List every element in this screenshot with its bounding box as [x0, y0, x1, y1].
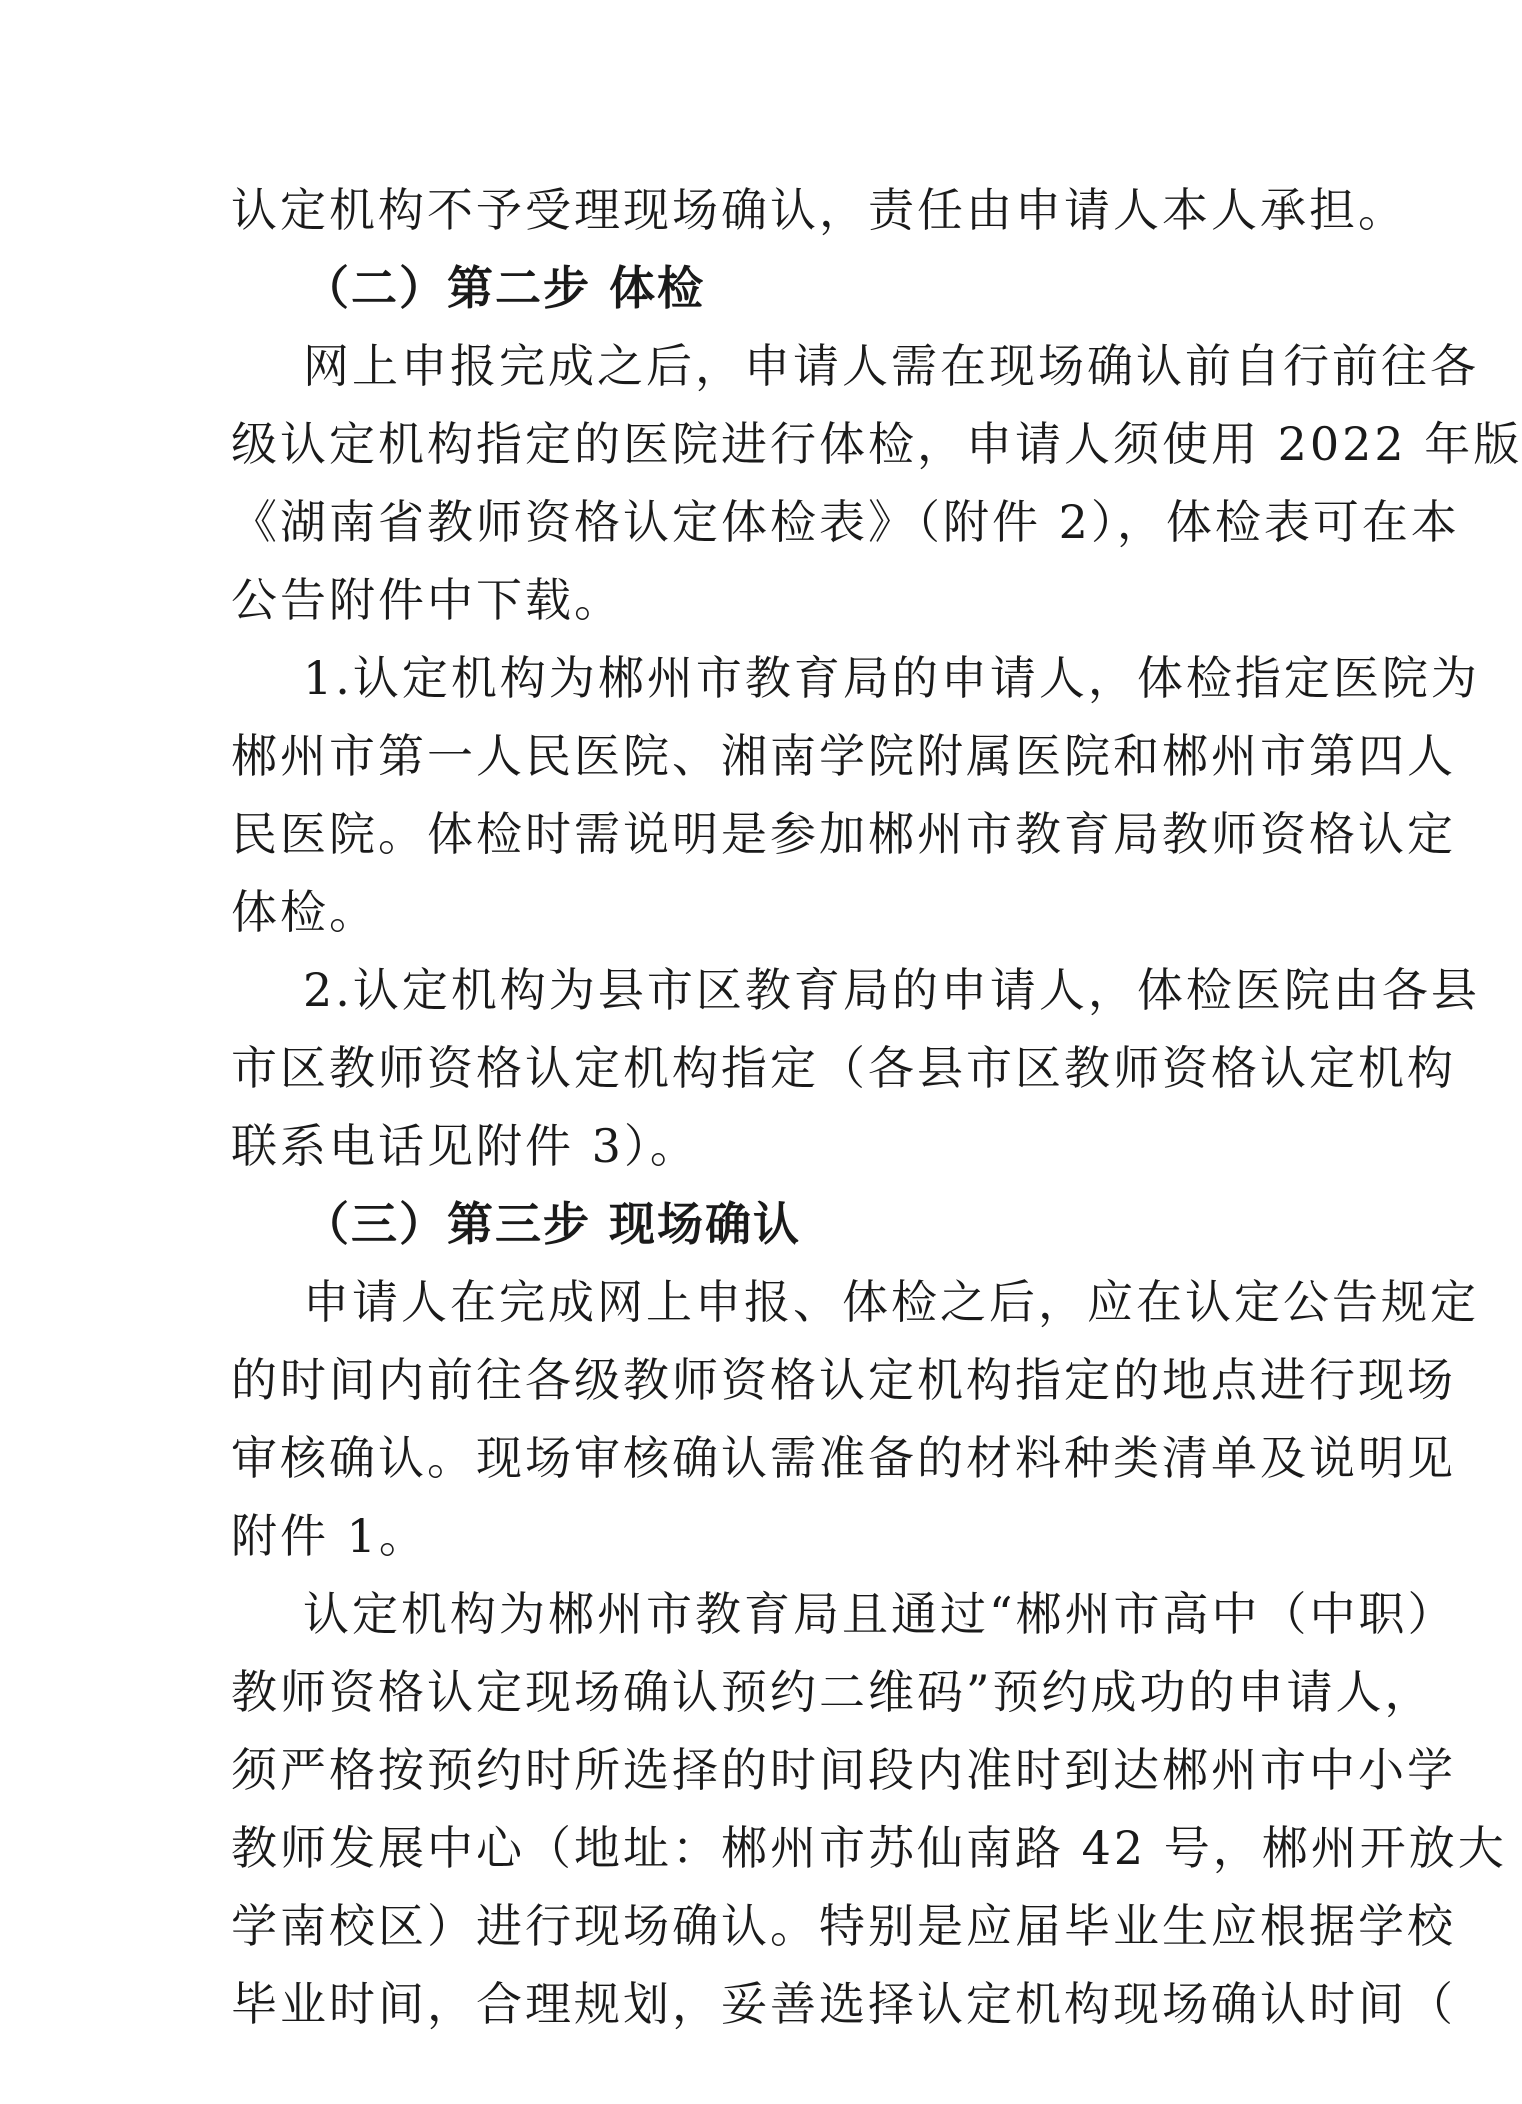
text-line: 附件 1。	[231, 1509, 428, 1563]
text-line: 网上申报完成之后，申请人需在现场确认前自行前往各	[303, 339, 1479, 393]
text-line: 市区教师资格认定机构指定（各县市区教师资格认定机构	[231, 1041, 1456, 1095]
text-line: 申请人在完成网上申报、体检之后，应在认定公告规定	[303, 1275, 1479, 1329]
text-line: 审核确认。现场审核确认需准备的材料种类清单及说明见	[231, 1431, 1456, 1485]
text-line: 体检。	[231, 885, 378, 939]
text-line: 2.认定机构为县市区教育局的申请人，体检医院由各县	[303, 963, 1480, 1017]
text-line: 民医院。体检时需说明是参加郴州市教育局教师资格认定	[231, 807, 1456, 861]
text-line: 须严格按预约时所选择的时间段内准时到达郴州市中小学	[231, 1743, 1456, 1797]
text-line: 的时间内前往各级教师资格认定机构指定的地点进行现场	[231, 1353, 1456, 1407]
text-line: 认定机构不予受理现场确认，责任由申请人本人承担。	[231, 183, 1407, 237]
text-line: 公告附件中下载。	[231, 573, 623, 627]
text-line: 毕业时间，合理规划，妥善选择认定机构现场确认时间（	[231, 1977, 1456, 2031]
text-line: 教师资格认定现场确认预约二维码”预约成功的申请人，	[231, 1665, 1434, 1719]
text-line: 《湖南省教师资格认定体检表》（附件 2），体检表可在本	[231, 495, 1460, 549]
text-line: 联系电话见附件 3）。	[231, 1119, 699, 1173]
text-line: 教师发展中心（地址：郴州市苏仙南路 42 号，郴州开放大	[231, 1821, 1507, 1875]
text-line: 级认定机构指定的医院进行体检，申请人须使用 2022 年版	[231, 417, 1522, 471]
text-line: 学南校区）进行现场确认。特别是应届毕业生应根据学校	[231, 1899, 1456, 1953]
text-line: 认定机构为郴州市教育局且通过“郴州市高中（中职）	[303, 1587, 1457, 1641]
text-line: 郴州市第一人民医院、湘南学院附属医院和郴州市第四人	[231, 729, 1456, 783]
section-heading-onsite-confirmation: （三）第三步 现场确认	[303, 1197, 802, 1251]
section-heading-physical-exam: （二）第二步 体检	[303, 261, 706, 315]
text-line: 1.认定机构为郴州市教育局的申请人，体检指定医院为	[303, 651, 1480, 705]
